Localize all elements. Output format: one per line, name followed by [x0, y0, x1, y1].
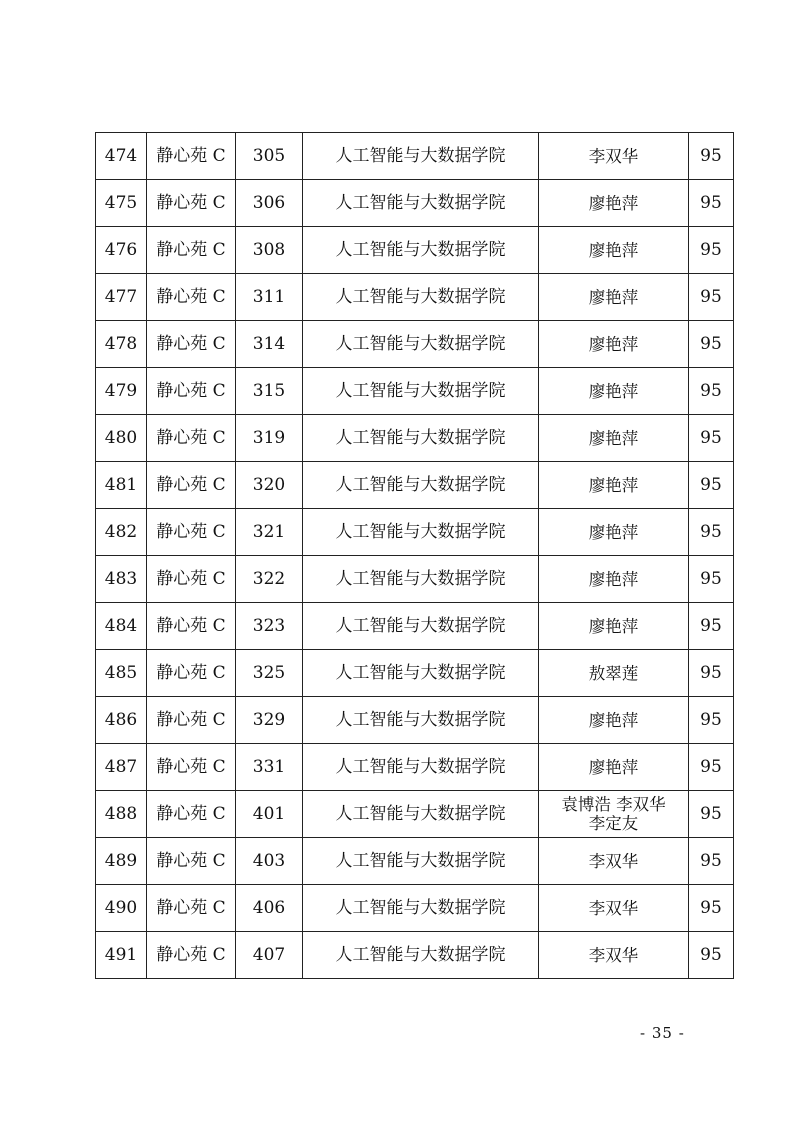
cell-score: 95 [689, 180, 734, 227]
cell-building: 静心苑 C [147, 509, 236, 556]
cell-teacher: 廖艳萍 [539, 274, 689, 321]
table-row [96, 462, 734, 509]
cell-room: 323 [236, 603, 303, 650]
cell-room: 406 [236, 885, 303, 932]
table-row [96, 556, 734, 603]
cell-teacher: 李双华 [539, 932, 689, 979]
cell-score: 95 [689, 556, 734, 603]
cell-score: 95 [689, 321, 734, 368]
cell-building: 静心苑 C [147, 697, 236, 744]
table-row [96, 838, 734, 885]
cell-room: 403 [236, 838, 303, 885]
cell-building: 静心苑 C [147, 274, 236, 321]
cell-index: 483 [96, 556, 147, 603]
table-row [96, 415, 734, 462]
cell-college: 人工智能与大数据学院 [303, 462, 539, 509]
cell-index: 489 [96, 838, 147, 885]
table-row [96, 744, 734, 791]
cell-room: 319 [236, 415, 303, 462]
cell-building: 静心苑 C [147, 932, 236, 979]
table-row [96, 650, 734, 697]
cell-college: 人工智能与大数据学院 [303, 321, 539, 368]
cell-score: 95 [689, 274, 734, 321]
table-row [96, 274, 734, 321]
cell-score: 95 [689, 368, 734, 415]
cell-index: 479 [96, 368, 147, 415]
cell-room: 331 [236, 744, 303, 791]
cell-building: 静心苑 C [147, 650, 236, 697]
cell-building: 静心苑 C [147, 791, 236, 838]
cell-building: 静心苑 C [147, 180, 236, 227]
cell-building: 静心苑 C [147, 838, 236, 885]
cell-teacher: 廖艳萍 [539, 227, 689, 274]
cell-teacher: 廖艳萍 [539, 603, 689, 650]
table-row [96, 603, 734, 650]
cell-college: 人工智能与大数据学院 [303, 274, 539, 321]
cell-teacher: 廖艳萍 [539, 180, 689, 227]
cell-room: 329 [236, 697, 303, 744]
cell-score: 95 [689, 650, 734, 697]
cell-college: 人工智能与大数据学院 [303, 838, 539, 885]
cell-building: 静心苑 C [147, 415, 236, 462]
cell-college: 人工智能与大数据学院 [303, 885, 539, 932]
cell-building: 静心苑 C [147, 368, 236, 415]
cell-building: 静心苑 C [147, 603, 236, 650]
table-row [96, 697, 734, 744]
cell-teacher: 廖艳萍 [539, 556, 689, 603]
cell-college: 人工智能与大数据学院 [303, 180, 539, 227]
cell-building: 静心苑 C [147, 227, 236, 274]
cell-room: 407 [236, 932, 303, 979]
cell-score: 95 [689, 603, 734, 650]
cell-score: 95 [689, 744, 734, 791]
cell-room: 322 [236, 556, 303, 603]
cell-college: 人工智能与大数据学院 [303, 368, 539, 415]
cell-room: 306 [236, 180, 303, 227]
cell-college: 人工智能与大数据学院 [303, 509, 539, 556]
cell-building: 静心苑 C [147, 321, 236, 368]
cell-building: 静心苑 C [147, 744, 236, 791]
cell-score: 95 [689, 133, 734, 180]
cell-index: 487 [96, 744, 147, 791]
cell-index: 477 [96, 274, 147, 321]
cell-room: 308 [236, 227, 303, 274]
cell-score: 95 [689, 697, 734, 744]
cell-room: 311 [236, 274, 303, 321]
cell-college: 人工智能与大数据学院 [303, 932, 539, 979]
cell-index: 482 [96, 509, 147, 556]
cell-college: 人工智能与大数据学院 [303, 415, 539, 462]
cell-index: 488 [96, 791, 147, 838]
cell-teacher: 廖艳萍 [539, 744, 689, 791]
dormitory-score-table [95, 132, 734, 979]
cell-score: 95 [689, 227, 734, 274]
cell-score: 95 [689, 791, 734, 838]
cell-college: 人工智能与大数据学院 [303, 603, 539, 650]
cell-index: 481 [96, 462, 147, 509]
cell-index: 490 [96, 885, 147, 932]
cell-score: 95 [689, 838, 734, 885]
cell-index: 484 [96, 603, 147, 650]
cell-index: 474 [96, 133, 147, 180]
table-body [96, 133, 734, 979]
cell-college: 人工智能与大数据学院 [303, 744, 539, 791]
cell-teacher: 廖艳萍 [539, 509, 689, 556]
cell-index: 478 [96, 321, 147, 368]
cell-room: 321 [236, 509, 303, 556]
cell-room: 320 [236, 462, 303, 509]
cell-room: 401 [236, 791, 303, 838]
table-row [96, 321, 734, 368]
cell-teacher: 廖艳萍 [539, 697, 689, 744]
cell-building: 静心苑 C [147, 462, 236, 509]
cell-college: 人工智能与大数据学院 [303, 650, 539, 697]
cell-teacher: 敖翠莲 [539, 650, 689, 697]
cell-score: 95 [689, 509, 734, 556]
cell-college: 人工智能与大数据学院 [303, 791, 539, 838]
cell-teacher: 袁博浩 李双华 李定友 [539, 791, 689, 838]
table-row [96, 368, 734, 415]
table-row [96, 932, 734, 979]
table-row [96, 509, 734, 556]
table-row [96, 133, 734, 180]
cell-room: 325 [236, 650, 303, 697]
cell-teacher: 李双华 [539, 838, 689, 885]
cell-score: 95 [689, 932, 734, 979]
cell-index: 491 [96, 932, 147, 979]
cell-room: 305 [236, 133, 303, 180]
table-row [96, 227, 734, 274]
cell-building: 静心苑 C [147, 133, 236, 180]
cell-room: 315 [236, 368, 303, 415]
cell-college: 人工智能与大数据学院 [303, 227, 539, 274]
cell-teacher: 李双华 [539, 885, 689, 932]
cell-index: 475 [96, 180, 147, 227]
cell-score: 95 [689, 885, 734, 932]
cell-building: 静心苑 C [147, 885, 236, 932]
cell-college: 人工智能与大数据学院 [303, 133, 539, 180]
cell-index: 480 [96, 415, 147, 462]
table-row [96, 180, 734, 227]
cell-index: 476 [96, 227, 147, 274]
table-row [96, 791, 734, 838]
cell-index: 485 [96, 650, 147, 697]
cell-teacher: 廖艳萍 [539, 462, 689, 509]
cell-score: 95 [689, 462, 734, 509]
table-row [96, 885, 734, 932]
cell-index: 486 [96, 697, 147, 744]
cell-teacher: 李双华 [539, 133, 689, 180]
cell-score: 95 [689, 415, 734, 462]
page-number: - 35 - [640, 1024, 685, 1042]
cell-building: 静心苑 C [147, 556, 236, 603]
cell-teacher: 廖艳萍 [539, 415, 689, 462]
cell-college: 人工智能与大数据学院 [303, 697, 539, 744]
cell-teacher: 廖艳萍 [539, 321, 689, 368]
cell-teacher: 廖艳萍 [539, 368, 689, 415]
cell-college: 人工智能与大数据学院 [303, 556, 539, 603]
cell-room: 314 [236, 321, 303, 368]
